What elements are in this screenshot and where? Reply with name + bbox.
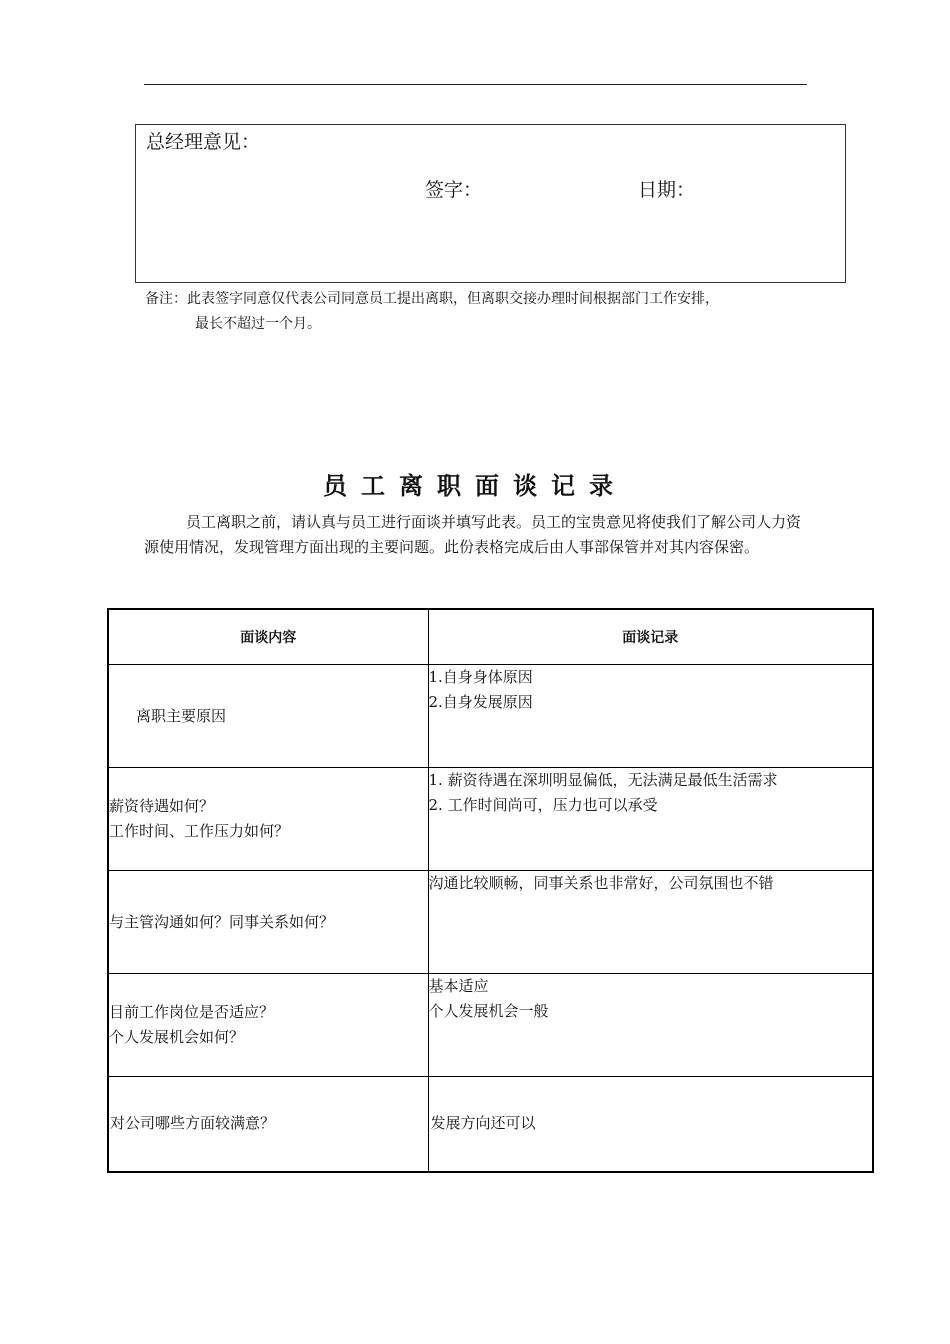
answer-line: 2. 工作时间尚可，压力也可以承受 [428,796,658,814]
top-divider [144,84,807,85]
answer-line: 沟通比较顺畅，同事关系也非常好，公司氛围也不错 [428,874,774,892]
answer-cell [428,871,873,974]
document-title: 员工离职面谈记录 [323,471,627,500]
intro-paragraph: 员工离职之前，请认真与员工进行面谈并填写此表。员工的宝贵意见将使我们了解公司人力资源使用情况，发现管理方面出现的主要问题。此份表格完成后由人事部保管并对其内容保密。 [144,513,802,556]
header-record: 面谈记录 [428,609,873,665]
answer-line: 发展方向还可以 [430,1114,536,1133]
table-row [108,871,873,974]
answer-line: 1.自身身体原因 [428,668,533,686]
date-label: 日期： [638,179,696,201]
question-cell [108,974,428,1077]
table-row [108,1077,873,1172]
question-cell [108,1077,428,1172]
answer-cell [428,974,873,1077]
table-row [108,665,873,768]
general-manager-opinion-box [135,124,846,283]
note-line-1: 备注：此表签字同意仅代表公司同意员工提出离职，但离职交接办理时间根据部门工作安排， [145,291,719,307]
answer-cell [428,665,873,768]
question-line: 离职主要原因 [136,706,227,725]
question-line: 目前工作岗位是否适应？ [109,1003,275,1021]
question-line: 个人发展机会如何？ [109,1028,245,1046]
note-line-2: 最长不超过一个月。 [195,316,321,332]
question-cell [108,871,428,974]
answer-line: 基本适应 [428,977,489,995]
question-line: 与主管沟通如何？同事关系如何？ [109,912,335,931]
interview-table [107,608,874,1173]
table-row [108,768,873,871]
answer-cell [428,1077,873,1172]
answer-line: 1. 薪资待遇在深圳明显偏低，无法满足最低生活需求 [428,771,778,789]
signature-label: 签字： [425,179,483,201]
header-content: 面谈内容 [108,609,428,665]
question-line: 薪资待遇如何？ [109,797,215,815]
answer-line: 个人发展机会一般 [428,1002,549,1020]
question-cell [108,768,428,871]
gm-opinion-label: 总经理意见： [146,131,261,153]
table-row [108,974,873,1077]
answer-cell [428,768,873,871]
question-line: 对公司哪些方面较满意？ [110,1114,276,1133]
answer-line: 2.自身发展原因 [428,693,533,711]
question-line: 工作时间、工作压力如何？ [109,822,290,840]
question-cell [108,665,428,768]
